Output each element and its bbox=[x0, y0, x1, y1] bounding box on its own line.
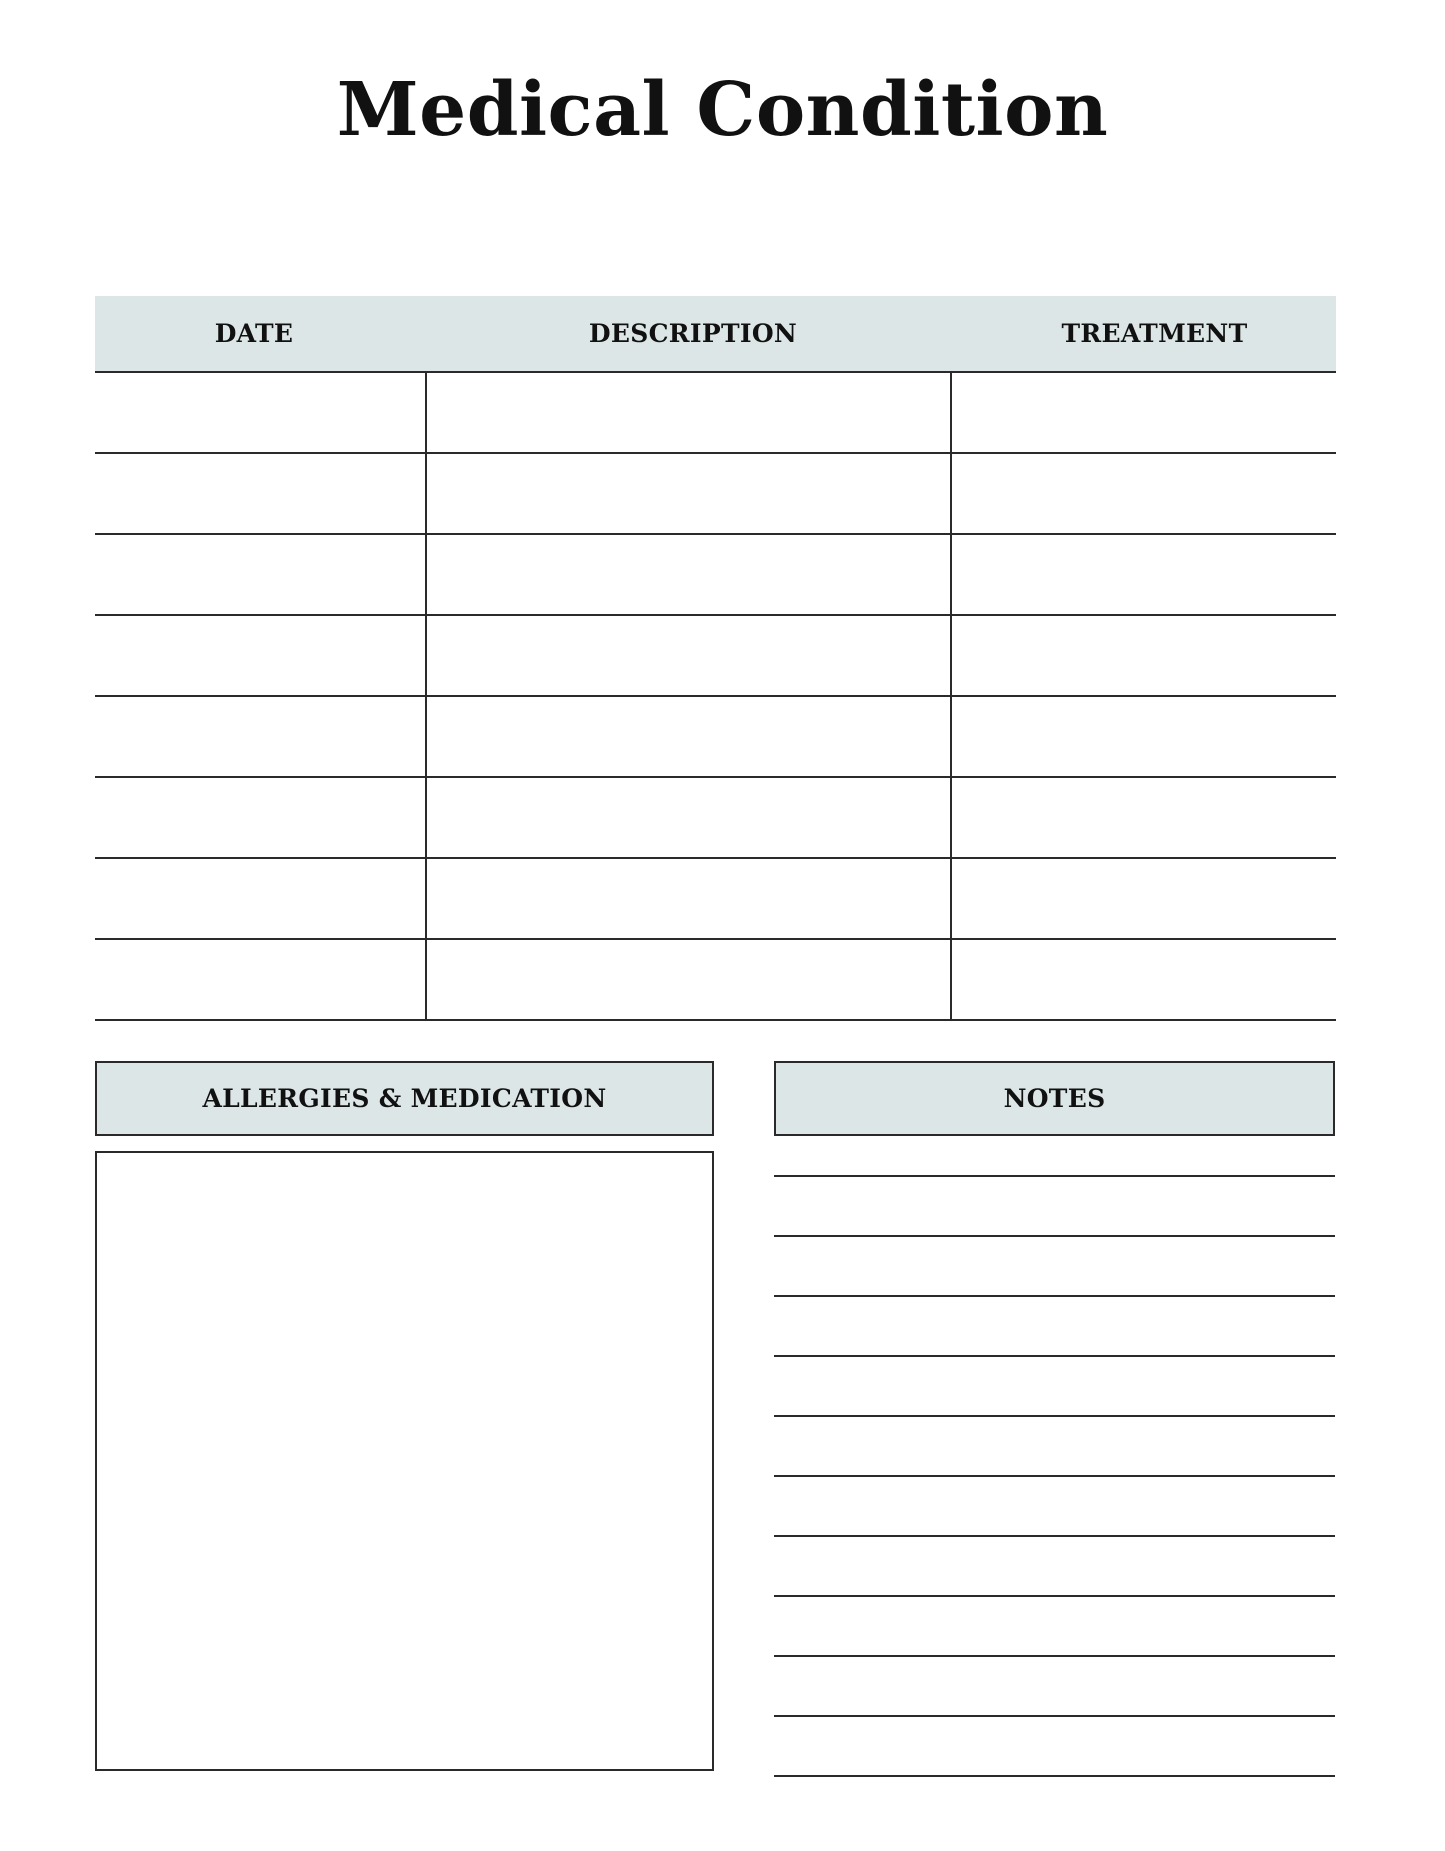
allergies-input-box[interactable] bbox=[95, 1151, 714, 1771]
description-cell[interactable] bbox=[427, 859, 952, 938]
table-row bbox=[95, 454, 1336, 535]
column-header-treatment: TREATMENT bbox=[1061, 319, 1248, 348]
column-header-description: DESCRIPTION bbox=[588, 319, 798, 348]
note-line[interactable] bbox=[774, 1357, 1335, 1417]
treatment-cell[interactable] bbox=[952, 859, 1336, 938]
date-cell[interactable] bbox=[95, 373, 427, 452]
page-title: Medical Condition bbox=[336, 67, 1109, 153]
description-cell[interactable] bbox=[427, 535, 952, 614]
notes-lines bbox=[774, 1175, 1335, 1777]
note-line[interactable] bbox=[774, 1717, 1335, 1777]
column-header-date: DATE bbox=[214, 319, 294, 348]
treatment-cell[interactable] bbox=[952, 778, 1336, 857]
treatment-cell[interactable] bbox=[952, 940, 1336, 1019]
treatment-cell[interactable] bbox=[952, 373, 1336, 452]
treatment-cell[interactable] bbox=[952, 454, 1336, 533]
table-row bbox=[95, 859, 1336, 940]
description-cell[interactable] bbox=[427, 454, 952, 533]
description-cell[interactable] bbox=[427, 940, 952, 1019]
note-line[interactable] bbox=[774, 1657, 1335, 1717]
note-line[interactable] bbox=[774, 1417, 1335, 1477]
date-cell[interactable] bbox=[95, 454, 427, 533]
note-line[interactable] bbox=[774, 1237, 1335, 1297]
table-row bbox=[95, 940, 1336, 1021]
treatment-cell[interactable] bbox=[952, 616, 1336, 695]
description-cell[interactable] bbox=[427, 697, 952, 776]
description-cell[interactable] bbox=[427, 778, 952, 857]
table-row bbox=[95, 616, 1336, 697]
table-row bbox=[95, 373, 1336, 454]
description-cell[interactable] bbox=[427, 616, 952, 695]
condition-table bbox=[95, 296, 1336, 1021]
date-cell[interactable] bbox=[95, 778, 427, 857]
note-line[interactable] bbox=[774, 1297, 1335, 1357]
date-cell[interactable] bbox=[95, 535, 427, 614]
table-row bbox=[95, 697, 1336, 778]
note-line[interactable] bbox=[774, 1597, 1335, 1657]
note-line[interactable] bbox=[774, 1477, 1335, 1537]
table-row bbox=[95, 778, 1336, 859]
date-cell[interactable] bbox=[95, 859, 427, 938]
date-cell[interactable] bbox=[95, 940, 427, 1019]
table-body bbox=[95, 373, 1336, 1021]
allergies-header: ALLERGIES & MEDICATION bbox=[95, 1061, 714, 1136]
treatment-cell[interactable] bbox=[952, 535, 1336, 614]
table-row bbox=[95, 535, 1336, 616]
note-line[interactable] bbox=[774, 1177, 1335, 1237]
date-cell[interactable] bbox=[95, 697, 427, 776]
notes-header: NOTES bbox=[774, 1061, 1335, 1136]
date-cell[interactable] bbox=[95, 616, 427, 695]
table-header bbox=[95, 296, 1336, 373]
description-cell[interactable] bbox=[427, 373, 952, 452]
treatment-cell[interactable] bbox=[952, 697, 1336, 776]
note-line[interactable] bbox=[774, 1537, 1335, 1597]
